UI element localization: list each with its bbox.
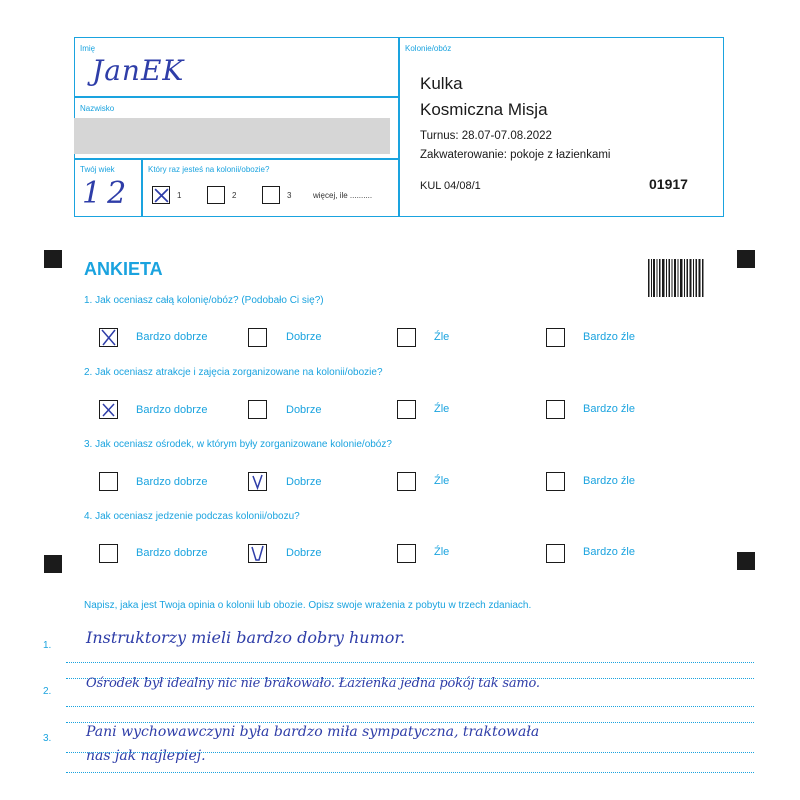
question-3-text: 3. Jak oceniasz ośrodek, w którym były zorganizowane kolonie/obóz? — [84, 439, 392, 450]
turnus-text: Turnus: 28.07-07.08.2022 — [420, 130, 552, 142]
line-number-2: 2. — [43, 686, 52, 697]
ktory-raz-option-2: 2 — [232, 191, 237, 200]
dotted-line-3b — [66, 772, 754, 773]
q4-option-zle-checkbox[interactable] — [397, 544, 416, 563]
check-x-icon — [100, 329, 117, 346]
program-name: Kosmiczna Misja — [420, 100, 548, 119]
q1-option-bardzo-dobrze-checkbox[interactable] — [99, 328, 118, 347]
ktory-raz-checkbox-2[interactable] — [207, 186, 225, 204]
opinion-line-4[interactable]: nas jak najlepiej. — [86, 748, 206, 764]
opinion-line-2[interactable]: Ośrodek był idealny nic nie brakowało. Łazienka jedna pokój tak samo. — [86, 676, 540, 691]
kolonia-name: Kulka — [420, 74, 463, 93]
nazwisko-redacted — [74, 118, 390, 154]
q2-option-dobrze-checkbox[interactable] — [248, 400, 267, 419]
question-1-text: 1. Jak oceniasz całą kolonię/obóz? (Podobało Ci się?) — [84, 295, 324, 306]
q2-option-bardzo-dobrze-label: Bardzo dobrze — [136, 404, 208, 416]
ktory-raz-option-1: 1 — [177, 191, 182, 200]
dotted-line-2b — [66, 722, 754, 723]
opinion-prompt: Napisz, jaka jest Twoja opinia o kolonii lub obozie. Opisz swoje wrażenia z pobytu w trzech zdaniach. — [84, 600, 532, 611]
q1-option-zle-label: Źle — [434, 331, 450, 343]
q3-option-zle-checkbox[interactable] — [397, 472, 416, 491]
imie-value[interactable]: JanEK — [92, 54, 185, 87]
q4-option-bardzo-dobrze-label: Bardzo dobrze — [136, 547, 208, 559]
line-number-3: 3. — [43, 733, 52, 744]
ktory-raz-label: Który raz jesteś na kolonii/obozie? — [148, 165, 270, 174]
q3-option-bardzo-dobrze-checkbox[interactable] — [99, 472, 118, 491]
dotted-line-3 — [66, 752, 754, 753]
check-v-icon — [249, 473, 266, 490]
barcode-icon — [648, 259, 704, 297]
q3-option-bardzo-zle-label: Bardzo źle — [583, 475, 635, 487]
question-4-text: 4. Jak oceniasz jedzenie podczas kolonii/obozu? — [84, 511, 300, 522]
nazwisko-label: Nazwisko — [80, 104, 115, 113]
q2-option-bardzo-dobrze-checkbox[interactable] — [99, 400, 118, 419]
header-divider-2 — [74, 158, 399, 160]
q4-option-dobrze-label: Dobrze — [286, 547, 322, 559]
q4-option-zle-label: Źle — [434, 546, 450, 558]
opinion-line-1[interactable]: Instruktorzy mieli bardzo dobry humor. — [86, 628, 406, 647]
registration-mark-top-right — [737, 250, 755, 268]
q1-option-bardzo-zle-checkbox[interactable] — [546, 328, 565, 347]
check-v-icon — [249, 545, 266, 562]
q2-option-bardzo-zle-label: Bardzo źle — [583, 403, 635, 415]
question-2-text: 2. Jak oceniasz atrakcje i zajęcia zorganizowane na kolonii/obozie? — [84, 367, 383, 378]
opinion-line-3[interactable]: Pani wychowawczyni była bardzo miła sympatyczna, traktowała — [86, 724, 540, 740]
check-x-icon — [153, 187, 170, 204]
q1-option-bardzo-dobrze-label: Bardzo dobrze — [136, 331, 208, 343]
imie-label: Imię — [80, 44, 96, 53]
ktory-raz-checkbox-3[interactable] — [262, 186, 280, 204]
q3-option-zle-label: Źle — [434, 475, 450, 487]
dotted-line-2 — [66, 706, 754, 707]
header-divider-3 — [141, 158, 143, 216]
q2-option-zle-label: Źle — [434, 403, 450, 415]
ktory-raz-option-3: 3 — [287, 191, 292, 200]
q4-option-bardzo-dobrze-checkbox[interactable] — [99, 544, 118, 563]
kolonia-label: Kolonie/obóz — [405, 44, 452, 53]
dotted-line-1 — [66, 662, 754, 663]
q2-option-dobrze-label: Dobrze — [286, 404, 322, 416]
registration-mark-mid-right — [737, 552, 755, 570]
registration-mark-mid-left — [44, 555, 62, 573]
ktory-raz-checkbox-1[interactable] — [152, 186, 170, 204]
q3-option-bardzo-dobrze-label: Bardzo dobrze — [136, 476, 208, 488]
q3-option-bardzo-zle-checkbox[interactable] — [546, 472, 565, 491]
check-x-icon — [100, 401, 117, 418]
wiek-label: Twój wiek — [80, 165, 115, 174]
kod-text: KUL 04/08/1 — [420, 180, 481, 192]
q2-option-bardzo-zle-checkbox[interactable] — [546, 400, 565, 419]
q4-option-dobrze-checkbox[interactable] — [248, 544, 267, 563]
q2-option-zle-checkbox[interactable] — [397, 400, 416, 419]
q3-option-dobrze-label: Dobrze — [286, 476, 322, 488]
registration-mark-top-left — [44, 250, 62, 268]
wiecej-label: więcej, ile .......... — [313, 191, 373, 200]
q1-option-dobrze-label: Dobrze — [286, 331, 322, 343]
line-number-1: 1. — [43, 640, 52, 651]
survey-title: ANKIETA — [84, 259, 163, 279]
header-divider-vertical — [398, 37, 400, 216]
q4-option-bardzo-zle-checkbox[interactable] — [546, 544, 565, 563]
q1-option-dobrze-checkbox[interactable] — [248, 328, 267, 347]
q1-option-zle-checkbox[interactable] — [397, 328, 416, 347]
numer-text: 01917 — [649, 176, 688, 192]
wiek-value[interactable]: 12 — [82, 176, 133, 211]
header-divider-1 — [74, 96, 399, 98]
zakwaterowanie-text: Zakwaterowanie: pokoje z łazienkami — [420, 149, 611, 161]
q1-option-bardzo-zle-label: Bardzo źle — [583, 331, 635, 343]
q3-option-dobrze-checkbox[interactable] — [248, 472, 267, 491]
q4-option-bardzo-zle-label: Bardzo źle — [583, 546, 635, 558]
